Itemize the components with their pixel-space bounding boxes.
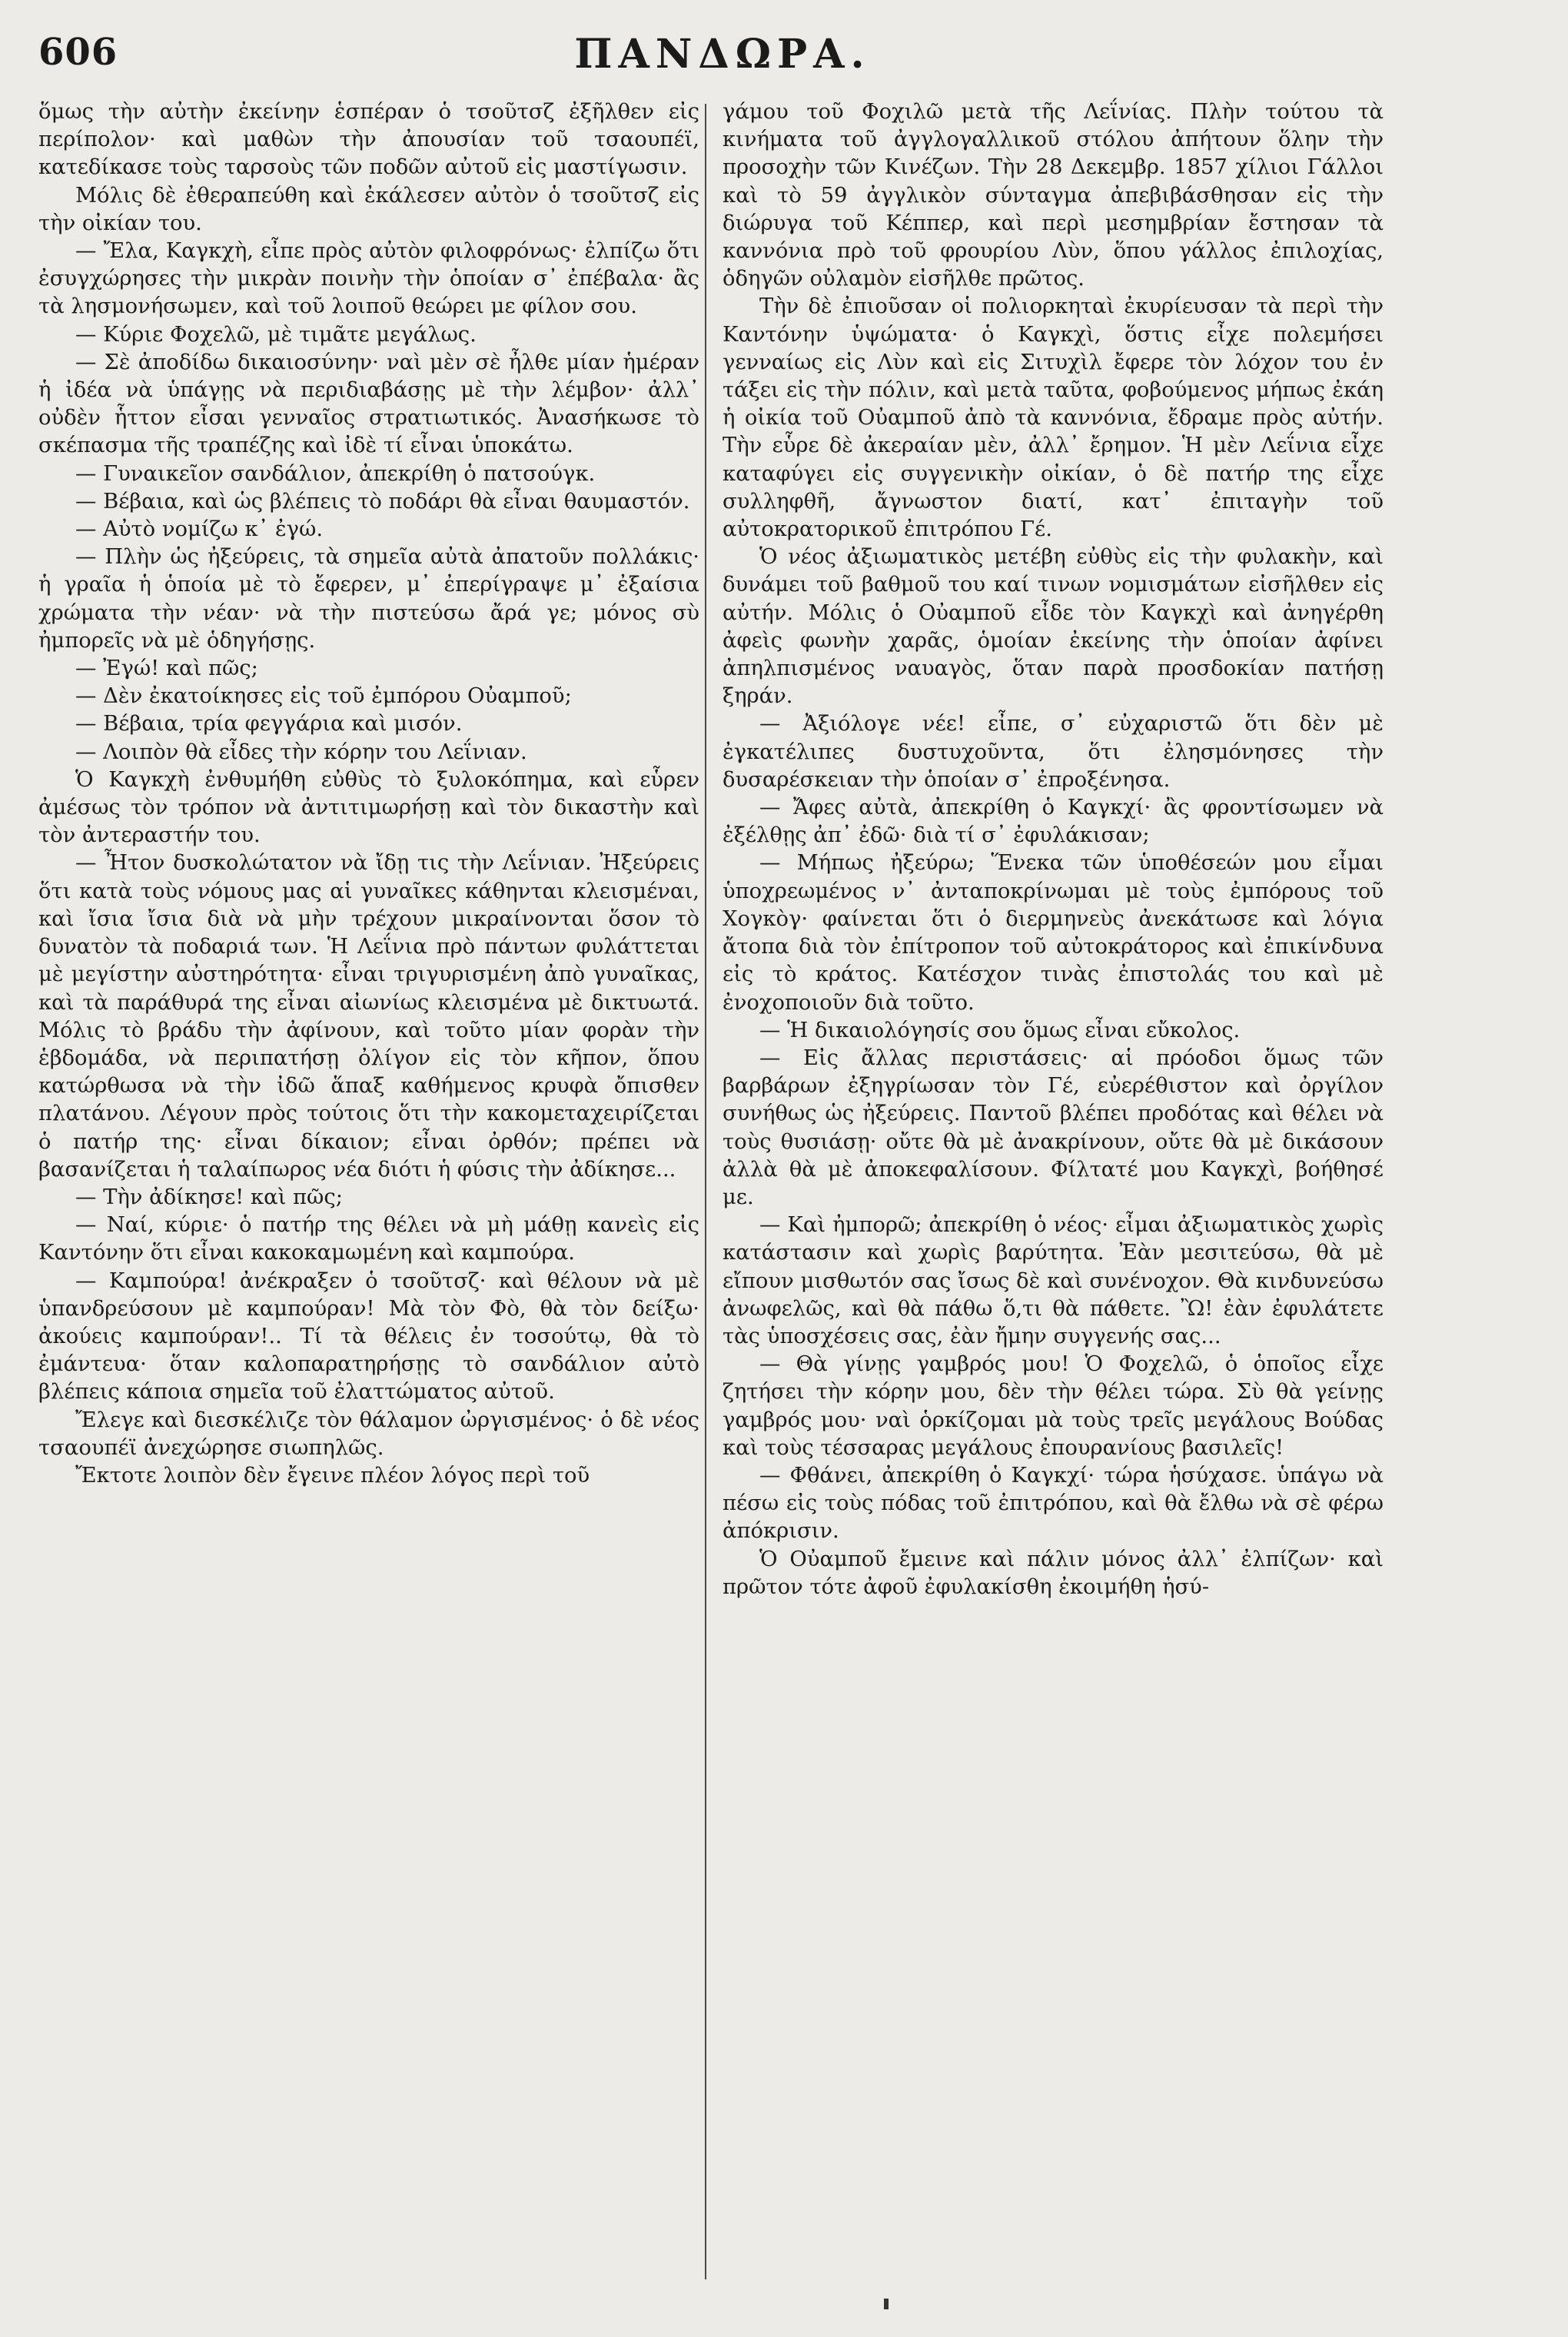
left-column-paragraph: — Λοιπὸν θὰ εἶδες τὴν κόρην του Λεΐνιαν. (75, 740, 527, 764)
page-number: 606 (38, 31, 118, 74)
right-column-paragraph: — Θὰ γίνῃς γαμβρός μου! Ὁ Φοχελῶ, ὁ ὁποῖος εἶχε ζητήσει τὴν κόρην μου, δὲν τὴν θέλει τώρα. Σὺ θὰ γείνῃς γαμβρός μου· ναὶ ὁρκίζομαι μὰ τοὺς τρεῖς μεγάλους Βούδας καὶ τοὺς τέσσαρας μεγάλους ἐπουρανίους βασιλεῖς! (723, 1352, 1384, 1460)
right-column-paragraph: — Φθάνει, ἀπεκρίθη ὁ Καγκχί· τώρα ἡσύχασε. ὑπάγω νὰ πέσω εἰς τοὺς πόδας τοῦ ἐπιτρόπου, καὶ θὰ ἔλθω νὰ σὲ φέρω ἀπόκρισιν. (723, 1463, 1384, 1544)
right-column-paragraph: — Ἄφες αὐτὰ, ἀπεκρίθη ὁ Καγκχί· ἂς φροντίσωμεν νὰ ἐξέλθῃς ἀπ᾽ ἐδῶ· διὰ τί σ᾽ ἐφυλάκισαν; (723, 796, 1384, 848)
left-column-paragraph: — Βέβαια, καὶ ὡς βλέπεις τὸ ποδάρι θὰ εἶναι θαυμαστόν. (75, 489, 690, 514)
left-column-paragraph: — Ἔλα, Καγκχὴ, εἶπε πρὸς αὐτὸν φιλοφρόνως· ἐλπίζω ὅτι ἐσυγχώρησες τὴν μικρὰν ποινὴν τὴν ὁποίαν σ᾽ ἐπέβαλα· ἂς τὰ λησμονήσωμεν, καὶ τοῦ λοιποῦ θεώρει με φίλον σου. (38, 239, 699, 319)
left-column-paragraph: — Ἦτον δυσκολώτατον νὰ ἴδῃ τις τὴν Λεΐνιαν. Ἠξεύρεις ὅτι κατὰ τοὺς νόμους μας αἱ γυναῖκες κάθηνται κλεισμέναι, καὶ ἴσια ἴσια διὰ νὰ μὴν τρέχουν μικραίνονται ὅσον τὸ δυνατὸν τὰ ποδαριά των. Ἡ Λεΐνια πρὸ πάντων φυλάττεται μὲ μεγίστην αὐστηρότητα· εἶναι τριγυρισμένη ἀπὸ γυναῖκας, καὶ τὰ παράθυρά της εἶναι αἰωνίως κλεισμένα μὲ δικτυωτά. Μόλις τὸ βράδυ τὴν ἀφίνουν, καὶ τοῦτο μίαν φορὰν τὴν ἑβδομάδα, νὰ περιπατήσῃ ὀλίγον εἰς τὸν κῆπον, ὅπου κατώρθωσα νὰ τὴν ἰδῶ ἅπαξ καθήμενος κρυφὰ ὄπισθεν πλατάνου. Λέγουν πρὸς τούτοις ὅτι τὴν κακομεταχειρίζεται ὁ πατήρ της· εἶναι δίκαιον; εἶναι ὀρθόν; πρέπει νὰ βασανίζεται ἡ ταλαίπωρος νέα διότι ἡ φύσις τὴν ἀδίκησε... (38, 851, 699, 1182)
right-column-paragraph: — Ἡ δικαιολόγησίς σου ὅμως εἶναι εὔκολος. (759, 1018, 1241, 1042)
right-column-paragraph: — Καὶ ἠμπορῶ; ἀπεκρίθη ὁ νέος· εἶμαι ἀξιωματικὸς χωρὶς κατάστασιν καὶ χωρὶς βαρύτητα. Ἐὰν μεσιτεύσω, θὰ μὲ εἴπουν μισθωτόν σας ἴσως δὲ καὶ συνένοχον. Θὰ κινδυνεύσω ἀνωφελῶς, καὶ θὰ πάθω ὅ,τι θὰ πάθετε. Ὢ! ἐὰν ἐφυλάτετε τὰς ὑποσχέσεις σας, ἐὰν ἤμην συγγενής σας... (723, 1213, 1384, 1348)
left-column-paragraph: Ἔλεγε καὶ διεσκέλιζε τὸν θάλαμον ὠργισμένος· ὁ δὲ νέος τσαουπέϊ ἀνεχώρησε σιωπηλῶς. (38, 1408, 699, 1460)
right-column-paragraph: Ὁ νέος ἀξιωματικὸς μετέβη εὐθὺς εἰς τὴν φυλακὴν, καὶ δυνάμει τοῦ βαθμοῦ του καί τινων νομισμάτων εἰσῆλθεν εἰς αὐτήν. Μόλις ὁ Οὐαμποῦ εἶδε τὸν Καγκχὶ καὶ ἀνηγέρθη ἀφεὶς φωνὴν χαρᾶς, ὁμοίαν ἐκείνης τὴν ὁποίαν ἀφίνει ἀπηλπισμένος ναυαγὸς, ὅταν παρὰ προσδοκίαν πατήσῃ ξηράν. (723, 545, 1384, 709)
column-divider (705, 104, 706, 2279)
running-title: ΠΑΝΔΩΡΑ. (574, 31, 871, 78)
left-column-paragraph: — Γυναικεῖον σανδάλιον, ἀπεκρίθη ὁ πατσούγκ. (75, 461, 596, 486)
right-column (723, 98, 1384, 1601)
left-column-paragraph: — Αὐτὸ νομίζω κ᾽ ἐγώ. (75, 517, 324, 542)
left-column-paragraph: Ἔκτοτε λοιπὸν δὲν ἔγεινε πλέον λόγος περὶ τοῦ (75, 1463, 590, 1488)
left-column-paragraph: Ὁ Καγκχὴ ἐνθυμήθη εὐθὺς τὸ ξυλοκόπημα, καὶ εὗρεν ἀμέσως τὸν τρόπον νὰ ἀντιτιμωρήσῃ καὶ τὸν δικαστὴν καὶ τὸν ἀντεραστήν του. (38, 767, 699, 848)
page-header (31, 31, 1414, 85)
left-column-paragraph: — Βέβαια, τρία φεγγάρια καὶ μισόν. (75, 712, 463, 736)
left-column-paragraph: Μόλις δὲ ἐθεραπεύθη καὶ ἐκάλεσεν αὐτὸν ὁ τσοῦτσζ εἰς τὴν οἰκίαν του. (38, 183, 699, 235)
left-column-paragraph: — Κύριε Φοχελῶ, μὲ τιμᾶτε μεγάλως. (75, 322, 477, 347)
left-column-paragraph: — Καμπούρα! ἀνέκραξεν ὁ τσοῦτσζ· καὶ θέλουν νὰ μὲ ὑπανδρεύσουν μὲ καμπούραν! Μὰ τὸν Φὸ, θὰ τὸν δείξω· ἀκούεις καμπούραν!.. Τί τὰ θέλεις ἐν τοσούτῳ, θὰ τὸ ἐμάντευα· ὅταν καλοπαρατηρήσῃς τὸ σανδάλιον αὐτὸ βλέπεις κάποια σημεῖα τοῦ ἐλαττώματος αὐτοῦ. (38, 1268, 699, 1405)
print-mark (884, 2299, 889, 2309)
left-column (38, 98, 699, 1490)
right-column-paragraph: — Ἀξιόλογε νέε! εἶπε, σ᾽ εὐχαριστῶ ὅτι δὲν μὲ ἐγκατέλιπες δυστυχοῦντα, ὅτι ἐλησμόνησες τὴν δυσαρέσκειαν τὴν ὁποίαν σ᾽ ἐπροξένησα. (723, 712, 1384, 792)
left-column-paragraph: — Δὲν ἐκατοίκησες εἰς τοῦ ἐμπόρου Οὐαμποῦ; (75, 684, 572, 709)
left-column-paragraph: — Τὴν ἀδίκησε! καὶ πῶς; (75, 1185, 343, 1209)
right-column-paragraph: γάμου τοῦ Φοχιλῶ μετὰ τῆς Λεΐνίας. Πλὴν τούτου τὰ κινήματα τοῦ ἀγγλογαλλικοῦ στόλου ἀπήτουν ὅλην τὴν προσοχὴν τῶν Κινέζων. Τὴν 28 Δεκεμβρ. 1857 χίλιοι Γάλλοι καὶ τὸ 59 ἀγγλικὸν σύνταγμα ἀπεβιβάσθησαν εἰς τὴν διώρυγα τοῦ Κέππερ, καὶ περὶ μεσημβρίαν ἔστησαν τὰ καννόνια πρὸ τοῦ φρουρίου Λὺν, ὅπου γάλλος ἐπιλοχίας, ὁδηγῶν οὐλαμὸν εἰσῆλθε πρῶτος. (723, 100, 1384, 291)
left-column-paragraph: — Πλὴν ὡς ἠξεύρεις, τὰ σημεῖα αὐτὰ ἀπατοῦν πολλάκις· ἡ γραῖα ἡ ὁποία μὲ τὸ ἔφερεν, μ᾽ ἐπερίγραψε μ᾽ ἐξαίσια χρώματα τὴν νέαν· νὰ τὴν πιστεύσω ἄρά γε; μόνος σὺ ἠμπορεῖς νὰ μὲ ὁδηγήσῃς. (38, 545, 699, 653)
right-column-paragraph: Ὁ Οὐαμποῦ ἔμεινε καὶ πάλιν μόνος ἀλλ᾽ ἐλπίζων· καὶ πρῶτον τότε ἀφοῦ ἐφυλακίσθη ἐκοιμήθη ἡσύ- (723, 1547, 1384, 1599)
right-column-paragraph: Τὴν δὲ ἐπιοῦσαν οἱ πολιορκηταὶ ἐκυρίευσαν τὰ περὶ τὴν Καντόνην ὑψώματα· ὁ Καγκχὶ, ὅστις εἶχε πολεμήσει γενναίως εἰς Λὺν καὶ εἰς Σιτυχὶλ ἔφερε τὸν λόχον του ἐν τάξει εἰς τὴν πόλιν, καὶ μετὰ ταῦτα, φοβούμενος μήπως ἐκάη ἡ οἰκία τοῦ Οὐαμποῦ ἀπὸ τὰ καννόνια, ἔδραμε πρὸς αὐτήν. Τὴν εὗρε δὲ ἀκεραίαν μὲν, ἀλλ᾽ ἔρημον. Ἡ μὲν Λεΐνια εἶχε καταφύγει εἰς συγγενικὴν οἰκίαν, ὁ δὲ πατήρ της εἶχε συλληφθῆ, ἄγνωστον διατί, κατ᾽ ἐπιταγὴν τοῦ αὐτοκρατορικοῦ ἐπιτρόπου Γέ. (723, 294, 1384, 542)
left-column-paragraph: — Σὲ ἀποδίδω δικαιοσύνην· ναὶ μὲν σὲ ἦλθε μίαν ἡμέραν ἡ ἰδέα νὰ ὑπάγῃς νὰ περιδιαβάσῃς μὲ τὴν λέμβον· ἀλλ᾽ οὐδὲν ἧττον εἶσαι γενναῖος στρατιωτικός. Ἀνασήκωσε τὸ σκέπασμα τῆς τραπέζης καὶ ἰδὲ τί εἶναι ὑποκάτω. (38, 350, 699, 458)
left-column-paragraph: ὅμως τὴν αὐτὴν ἐκείνην ἑσπέραν ὁ τσοῦτσζ ἐξῆλθεν εἰς περίπολον· καὶ μαθὼν τὴν ἀπουσίαν τοῦ τσαουπέϊ, κατεδίκασε τοὺς ταρσοὺς τῶν ποδῶν αὐτοῦ εἰς μαστίγωσιν. (38, 100, 699, 180)
right-column-paragraph: — Εἰς ἄλλας περιστάσεις· αἱ πρόοδοι ὅμως τῶν βαρβάρων ἐξηγρίωσαν τὸν Γέ, εὐερέθιστον καὶ ὀργίλον συνήθως ὡς ἠξεύρεις. Παντοῦ βλέπει προδότας καὶ θέλει νὰ τοὺς θυσιάσῃ· οὔτε θὰ μὲ ἀνακρίνουν, οὔτε θὰ μὲ δικάσουν ἀλλὰ θὰ μὲ ἀποκεφαλίσουν. Φίλτατέ μου Καγκχὶ, βοήθησέ με. (723, 1046, 1384, 1209)
left-column-paragraph: — Ναί, κύριε· ὁ πατήρ της θέλει νὰ μὴ μάθῃ κανεὶς εἰς Καντόνην ὅτι εἶναι κακοκαμωμένη καὶ καμπούρα. (38, 1213, 699, 1265)
left-column-paragraph: — Ἐγώ! καὶ πῶς; (75, 657, 258, 681)
right-column-paragraph: — Μήπως ἠξεύρω; Ἕνεκα τῶν ὑποθέσεών μου εἶμαι ὑποχρεωμένος ν᾽ ἀνταποκρίνωμαι μὲ τοὺς ἐμπόρους τοῦ Χογκὸγ· φαίνεται ὅτι ὁ διερμηνεὺς ἀνεκάτωσε καὶ λόγια ἄτοπα διὰ τὸν ἐπίτροπον τοῦ αὐτοκράτορος καὶ ἐπικίνδυνα εἰς τὸ κράτος. Κατέσχον τινὰς ἐπιστολάς του καὶ μὲ ἐνοχοποιοῦν διὰ τοῦτο. (723, 851, 1384, 1015)
